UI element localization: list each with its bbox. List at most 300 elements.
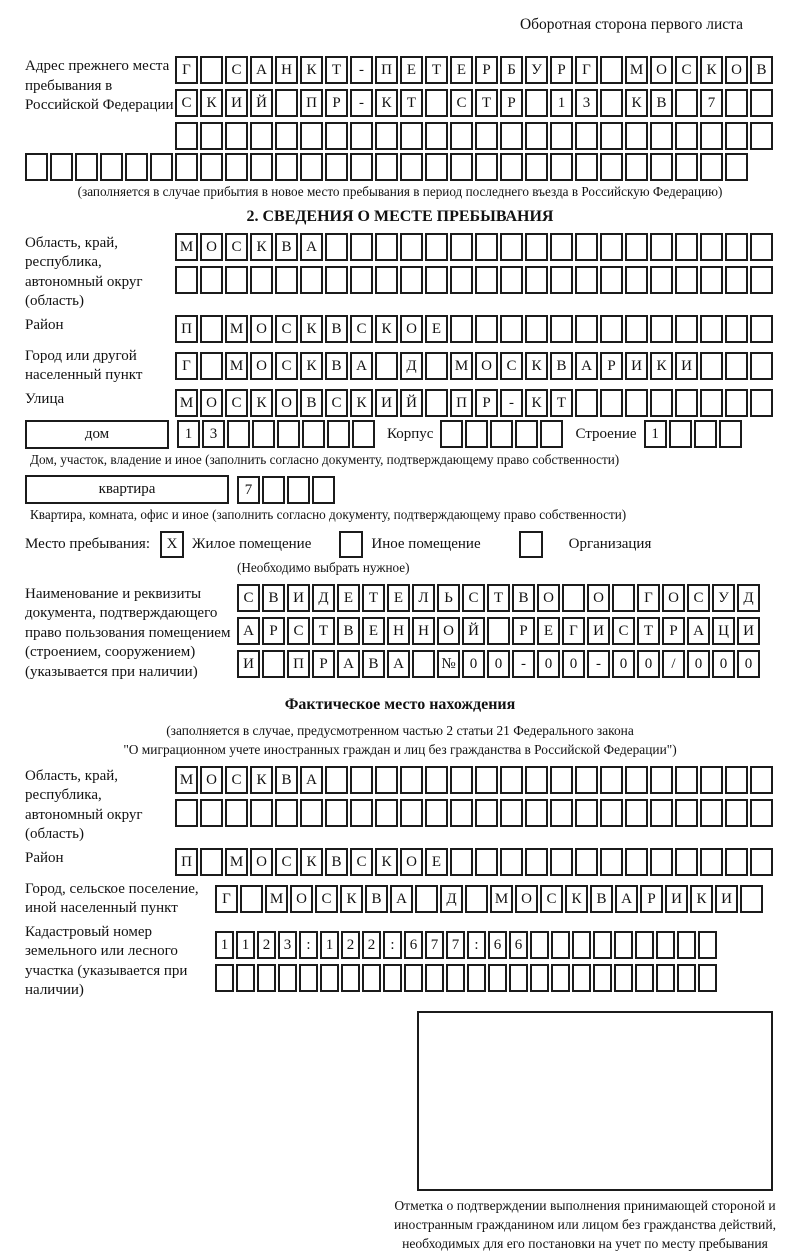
char-box[interactable]: 0: [537, 650, 560, 678]
char-box[interactable]: К: [300, 315, 323, 343]
char-box[interactable]: С: [612, 617, 635, 645]
char-box[interactable]: [725, 766, 748, 794]
char-box[interactable]: [600, 389, 623, 417]
char-box[interactable]: [625, 233, 648, 261]
char-box[interactable]: К: [525, 352, 548, 380]
char-box[interactable]: Е: [450, 56, 473, 84]
char-box[interactable]: П: [287, 650, 310, 678]
char-box[interactable]: М: [175, 766, 198, 794]
char-box[interactable]: Н: [275, 56, 298, 84]
char-box[interactable]: [675, 153, 698, 181]
char-box[interactable]: [625, 389, 648, 417]
char-box[interactable]: В: [337, 617, 360, 645]
char-box[interactable]: [725, 122, 748, 150]
char-box[interactable]: [225, 122, 248, 150]
char-box[interactable]: [675, 389, 698, 417]
char-box[interactable]: [650, 266, 673, 294]
char-box[interactable]: [200, 352, 223, 380]
char-box[interactable]: Д: [312, 584, 335, 612]
char-box[interactable]: К: [300, 352, 323, 380]
char-box[interactable]: [677, 964, 696, 992]
char-box[interactable]: [450, 233, 473, 261]
char-box[interactable]: Р: [600, 352, 623, 380]
char-box[interactable]: [450, 766, 473, 794]
char-box[interactable]: Н: [412, 617, 435, 645]
char-box[interactable]: [257, 964, 276, 992]
char-box[interactable]: [694, 420, 717, 448]
char-box[interactable]: [575, 766, 598, 794]
char-box[interactable]: С: [325, 389, 348, 417]
char-box[interactable]: [677, 931, 696, 959]
char-box[interactable]: С: [275, 848, 298, 876]
char-box[interactable]: [450, 122, 473, 150]
char-box[interactable]: В: [275, 233, 298, 261]
char-box[interactable]: К: [300, 56, 323, 84]
char-box[interactable]: [600, 122, 623, 150]
char-box[interactable]: [350, 122, 373, 150]
char-box[interactable]: Б: [500, 56, 523, 84]
char-box[interactable]: [500, 266, 523, 294]
char-box[interactable]: С: [225, 389, 248, 417]
char-box[interactable]: [383, 964, 402, 992]
char-box[interactable]: Р: [550, 56, 573, 84]
char-box[interactable]: [719, 420, 742, 448]
char-box[interactable]: [530, 931, 549, 959]
char-box[interactable]: К: [350, 389, 373, 417]
char-box[interactable]: Е: [537, 617, 560, 645]
char-box[interactable]: О: [400, 315, 423, 343]
char-box[interactable]: 3: [202, 420, 225, 448]
char-box[interactable]: Г: [637, 584, 660, 612]
char-box[interactable]: И: [625, 352, 648, 380]
char-box[interactable]: 2: [362, 931, 381, 959]
char-box[interactable]: Р: [662, 617, 685, 645]
char-box[interactable]: [400, 233, 423, 261]
char-box[interactable]: И: [587, 617, 610, 645]
char-box[interactable]: П: [300, 89, 323, 117]
char-box[interactable]: Г: [215, 885, 238, 913]
char-box[interactable]: [675, 799, 698, 827]
char-box[interactable]: [300, 799, 323, 827]
char-box[interactable]: [475, 766, 498, 794]
char-box[interactable]: [400, 122, 423, 150]
char-box[interactable]: [425, 153, 448, 181]
char-box[interactable]: [656, 964, 675, 992]
char-box[interactable]: [625, 799, 648, 827]
char-box[interactable]: [375, 352, 398, 380]
char-box[interactable]: [225, 799, 248, 827]
char-box[interactable]: [425, 122, 448, 150]
char-box[interactable]: [50, 153, 73, 181]
char-box[interactable]: [350, 233, 373, 261]
char-box[interactable]: [750, 848, 773, 876]
char-box[interactable]: О: [662, 584, 685, 612]
char-box[interactable]: Ь: [437, 584, 460, 612]
char-box[interactable]: [675, 233, 698, 261]
char-box[interactable]: [490, 420, 513, 448]
char-box[interactable]: [425, 964, 444, 992]
char-box[interactable]: [250, 153, 273, 181]
char-box[interactable]: [275, 799, 298, 827]
char-box[interactable]: [325, 122, 348, 150]
char-box[interactable]: [250, 122, 273, 150]
char-box[interactable]: [725, 315, 748, 343]
char-box[interactable]: [700, 153, 723, 181]
char-box[interactable]: А: [250, 56, 273, 84]
char-box[interactable]: Г: [175, 56, 198, 84]
char-box[interactable]: 7: [237, 476, 260, 504]
char-box[interactable]: [550, 315, 573, 343]
char-box[interactable]: [400, 799, 423, 827]
char-box[interactable]: О: [725, 56, 748, 84]
char-box[interactable]: [625, 122, 648, 150]
char-box[interactable]: Й: [250, 89, 273, 117]
char-box[interactable]: 7: [425, 931, 444, 959]
char-box[interactable]: Е: [337, 584, 360, 612]
char-box[interactable]: М: [225, 848, 248, 876]
char-box[interactable]: [200, 56, 223, 84]
char-box[interactable]: [600, 799, 623, 827]
char-box[interactable]: О: [250, 352, 273, 380]
char-box[interactable]: О: [275, 389, 298, 417]
char-box[interactable]: С: [275, 352, 298, 380]
char-box[interactable]: [300, 153, 323, 181]
char-box[interactable]: :: [383, 931, 402, 959]
char-box[interactable]: К: [250, 389, 273, 417]
char-box[interactable]: Е: [362, 617, 385, 645]
char-box[interactable]: С: [237, 584, 260, 612]
char-box[interactable]: [275, 266, 298, 294]
char-box[interactable]: [500, 315, 523, 343]
char-box[interactable]: [700, 352, 723, 380]
char-box[interactable]: 2: [341, 931, 360, 959]
char-box[interactable]: С: [225, 233, 248, 261]
char-box[interactable]: [488, 964, 507, 992]
char-box[interactable]: [287, 476, 310, 504]
char-box[interactable]: [698, 931, 717, 959]
char-box[interactable]: М: [265, 885, 288, 913]
char-box[interactable]: [750, 266, 773, 294]
char-box[interactable]: Р: [475, 389, 498, 417]
char-box[interactable]: 0: [687, 650, 710, 678]
char-box[interactable]: О: [475, 352, 498, 380]
char-box[interactable]: В: [325, 848, 348, 876]
char-box[interactable]: Н: [387, 617, 410, 645]
char-box[interactable]: [551, 931, 570, 959]
char-box[interactable]: 6: [404, 931, 423, 959]
char-box[interactable]: [475, 315, 498, 343]
char-box[interactable]: [300, 266, 323, 294]
char-box[interactable]: [200, 266, 223, 294]
char-box[interactable]: М: [625, 56, 648, 84]
char-box[interactable]: [575, 153, 598, 181]
char-box[interactable]: [725, 89, 748, 117]
char-box[interactable]: [262, 650, 285, 678]
char-box[interactable]: [327, 420, 350, 448]
char-box[interactable]: К: [700, 56, 723, 84]
char-box[interactable]: [625, 266, 648, 294]
char-box[interactable]: О: [515, 885, 538, 913]
char-box[interactable]: И: [237, 650, 260, 678]
char-box[interactable]: А: [300, 766, 323, 794]
char-box[interactable]: -: [350, 56, 373, 84]
char-box[interactable]: [525, 315, 548, 343]
kvartira-field[interactable]: квартира: [25, 475, 229, 504]
char-box[interactable]: [425, 799, 448, 827]
char-box[interactable]: Й: [462, 617, 485, 645]
char-box[interactable]: [575, 233, 598, 261]
char-box[interactable]: [25, 153, 48, 181]
char-box[interactable]: [450, 266, 473, 294]
char-box[interactable]: Д: [400, 352, 423, 380]
char-box[interactable]: [650, 389, 673, 417]
char-box[interactable]: И: [225, 89, 248, 117]
char-box[interactable]: А: [615, 885, 638, 913]
char-box[interactable]: [350, 153, 373, 181]
char-box[interactable]: [425, 89, 448, 117]
char-box[interactable]: 1: [644, 420, 667, 448]
char-box[interactable]: Д: [737, 584, 760, 612]
char-box[interactable]: О: [200, 233, 223, 261]
char-box[interactable]: К: [375, 89, 398, 117]
char-box[interactable]: А: [350, 352, 373, 380]
char-box[interactable]: К: [200, 89, 223, 117]
char-box[interactable]: [175, 122, 198, 150]
char-box[interactable]: [425, 766, 448, 794]
char-box[interactable]: [275, 89, 298, 117]
char-box[interactable]: [750, 233, 773, 261]
char-box[interactable]: Т: [312, 617, 335, 645]
char-box[interactable]: [450, 153, 473, 181]
char-box[interactable]: [572, 964, 591, 992]
char-box[interactable]: С: [540, 885, 563, 913]
char-box[interactable]: О: [250, 848, 273, 876]
char-box[interactable]: У: [525, 56, 548, 84]
char-box[interactable]: [593, 931, 612, 959]
char-box[interactable]: В: [362, 650, 385, 678]
char-box[interactable]: Т: [550, 389, 573, 417]
char-box[interactable]: С: [315, 885, 338, 913]
char-box[interactable]: [375, 799, 398, 827]
char-box[interactable]: [614, 964, 633, 992]
char-box[interactable]: Т: [362, 584, 385, 612]
char-box[interactable]: С: [225, 56, 248, 84]
char-box[interactable]: [625, 153, 648, 181]
char-box[interactable]: [750, 799, 773, 827]
char-box[interactable]: П: [375, 56, 398, 84]
char-box[interactable]: В: [512, 584, 535, 612]
char-box[interactable]: [325, 266, 348, 294]
char-box[interactable]: [400, 266, 423, 294]
char-box[interactable]: 7: [700, 89, 723, 117]
char-box[interactable]: 0: [612, 650, 635, 678]
char-box[interactable]: [325, 766, 348, 794]
char-box[interactable]: [525, 233, 548, 261]
char-box[interactable]: О: [200, 766, 223, 794]
char-box[interactable]: 6: [488, 931, 507, 959]
char-box[interactable]: [525, 89, 548, 117]
char-box[interactable]: [750, 352, 773, 380]
char-box[interactable]: 0: [487, 650, 510, 678]
char-box[interactable]: С: [287, 617, 310, 645]
char-box[interactable]: [100, 153, 123, 181]
char-box[interactable]: М: [175, 233, 198, 261]
char-box[interactable]: А: [300, 233, 323, 261]
char-box[interactable]: [250, 799, 273, 827]
char-box[interactable]: Г: [575, 56, 598, 84]
char-box[interactable]: [487, 617, 510, 645]
char-box[interactable]: [275, 122, 298, 150]
char-box[interactable]: Р: [475, 56, 498, 84]
char-box[interactable]: [325, 233, 348, 261]
char-box[interactable]: [325, 799, 348, 827]
char-box[interactable]: О: [290, 885, 313, 913]
char-box[interactable]: [750, 766, 773, 794]
char-box[interactable]: М: [490, 885, 513, 913]
char-box[interactable]: Е: [425, 315, 448, 343]
char-box[interactable]: Р: [640, 885, 663, 913]
char-box[interactable]: М: [225, 315, 248, 343]
char-box[interactable]: [675, 122, 698, 150]
char-box[interactable]: [375, 153, 398, 181]
char-box[interactable]: [509, 964, 528, 992]
char-box[interactable]: [375, 122, 398, 150]
char-box[interactable]: А: [575, 352, 598, 380]
char-box[interactable]: [550, 122, 573, 150]
char-box[interactable]: [312, 476, 335, 504]
char-box[interactable]: [525, 153, 548, 181]
char-box[interactable]: [125, 153, 148, 181]
char-box[interactable]: В: [275, 766, 298, 794]
char-box[interactable]: :: [467, 931, 486, 959]
char-box[interactable]: [320, 964, 339, 992]
char-box[interactable]: И: [737, 617, 760, 645]
char-box[interactable]: [600, 233, 623, 261]
char-box[interactable]: 0: [637, 650, 660, 678]
char-box[interactable]: [612, 584, 635, 612]
char-box[interactable]: [700, 766, 723, 794]
char-box[interactable]: [500, 233, 523, 261]
char-box[interactable]: [656, 931, 675, 959]
char-box[interactable]: С: [500, 352, 523, 380]
char-box[interactable]: Т: [487, 584, 510, 612]
char-box[interactable]: [669, 420, 692, 448]
char-box[interactable]: [550, 799, 573, 827]
char-box[interactable]: 1: [550, 89, 573, 117]
char-box[interactable]: С: [350, 848, 373, 876]
dom-field[interactable]: дом: [25, 420, 169, 449]
char-box[interactable]: [215, 964, 234, 992]
char-box[interactable]: [635, 931, 654, 959]
char-box[interactable]: [700, 799, 723, 827]
char-box[interactable]: П: [175, 315, 198, 343]
char-box[interactable]: 0: [737, 650, 760, 678]
char-box[interactable]: [525, 799, 548, 827]
char-box[interactable]: Р: [325, 89, 348, 117]
char-box[interactable]: Т: [400, 89, 423, 117]
char-box[interactable]: [725, 389, 748, 417]
char-box[interactable]: [525, 266, 548, 294]
char-box[interactable]: [450, 315, 473, 343]
char-box[interactable]: 2: [257, 931, 276, 959]
char-box[interactable]: [200, 315, 223, 343]
char-box[interactable]: Т: [475, 89, 498, 117]
char-box[interactable]: 3: [575, 89, 598, 117]
char-box[interactable]: [750, 89, 773, 117]
char-box[interactable]: [75, 153, 98, 181]
char-box[interactable]: [750, 389, 773, 417]
char-box[interactable]: [725, 266, 748, 294]
char-box[interactable]: К: [525, 389, 548, 417]
char-box[interactable]: [725, 799, 748, 827]
char-box[interactable]: А: [687, 617, 710, 645]
char-box[interactable]: [600, 848, 623, 876]
char-box[interactable]: [625, 848, 648, 876]
char-box[interactable]: [700, 122, 723, 150]
char-box[interactable]: [500, 122, 523, 150]
char-box[interactable]: [475, 233, 498, 261]
char-box[interactable]: Р: [500, 89, 523, 117]
char-box[interactable]: [278, 964, 297, 992]
char-box[interactable]: [412, 650, 435, 678]
char-box[interactable]: [352, 420, 375, 448]
char-box[interactable]: [700, 389, 723, 417]
char-box[interactable]: [252, 420, 275, 448]
char-box[interactable]: [515, 420, 538, 448]
char-box[interactable]: У: [712, 584, 735, 612]
char-box[interactable]: [236, 964, 255, 992]
checkbox-zhiloe[interactable]: X: [160, 531, 184, 558]
char-box[interactable]: [525, 122, 548, 150]
char-box[interactable]: [635, 964, 654, 992]
char-box[interactable]: И: [675, 352, 698, 380]
char-box[interactable]: [650, 315, 673, 343]
char-box[interactable]: [550, 233, 573, 261]
char-box[interactable]: С: [687, 584, 710, 612]
char-box[interactable]: [350, 766, 373, 794]
char-box[interactable]: [325, 153, 348, 181]
char-box[interactable]: [475, 799, 498, 827]
char-box[interactable]: [625, 315, 648, 343]
char-box[interactable]: [425, 233, 448, 261]
char-box[interactable]: К: [650, 352, 673, 380]
char-box[interactable]: [675, 266, 698, 294]
char-box[interactable]: [225, 266, 248, 294]
char-box[interactable]: [350, 266, 373, 294]
char-box[interactable]: [550, 153, 573, 181]
char-box[interactable]: [150, 153, 173, 181]
char-box[interactable]: [650, 848, 673, 876]
checkbox-inoe[interactable]: [339, 531, 363, 558]
char-box[interactable]: 1: [177, 420, 200, 448]
char-box[interactable]: [200, 153, 223, 181]
char-box[interactable]: [600, 56, 623, 84]
char-box[interactable]: О: [537, 584, 560, 612]
char-box[interactable]: [450, 799, 473, 827]
char-box[interactable]: [500, 766, 523, 794]
char-box[interactable]: [400, 766, 423, 794]
char-box[interactable]: [575, 848, 598, 876]
char-box[interactable]: С: [225, 766, 248, 794]
char-box[interactable]: [550, 766, 573, 794]
char-box[interactable]: М: [175, 389, 198, 417]
char-box[interactable]: [227, 420, 250, 448]
char-box[interactable]: 7: [446, 931, 465, 959]
char-box[interactable]: Р: [512, 617, 535, 645]
char-box[interactable]: [299, 964, 318, 992]
char-box[interactable]: [275, 153, 298, 181]
char-box[interactable]: П: [175, 848, 198, 876]
